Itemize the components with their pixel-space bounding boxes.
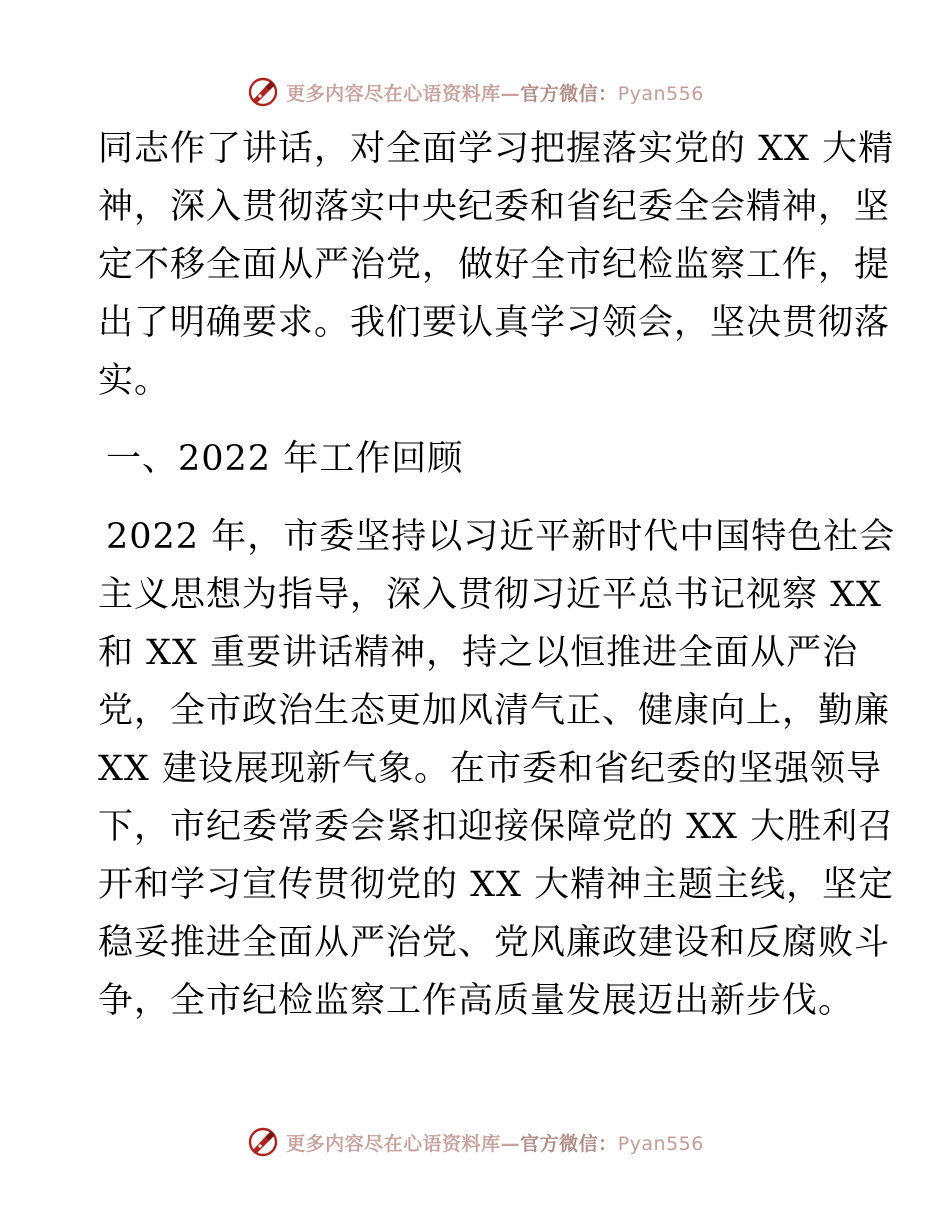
paragraph-line: 争，全市纪检监察工作高质量发展迈出新步伐。 bbox=[98, 981, 855, 1021]
paragraph-line: 下，市纪委常委会紧扣迎接保障党的 XX 大胜利召 bbox=[98, 807, 895, 847]
paragraph-line: 2022 年，市委坚持以习近平新时代中国特色社会 bbox=[106, 517, 896, 557]
paragraph-line: 稳妥推进全面从严治党、党风廉政建设和反腐败斗 bbox=[98, 923, 891, 963]
paragraph-line: 出了明确要求。我们要认真学习领会，坚决贯彻落 bbox=[98, 303, 891, 343]
watermark-text bbox=[286, 1129, 704, 1156]
spacer bbox=[98, 488, 858, 508]
paragraph-line: 神，深入贯彻落实中央纪委和省纪委全会精神，坚 bbox=[98, 187, 891, 227]
watermark-dash: — bbox=[500, 82, 521, 105]
watermark-wechat-id: Pyan556 bbox=[617, 1132, 704, 1155]
paragraph-review bbox=[98, 508, 896, 1030]
paragraph-line: XX 建设展现新气象。在市委和省纪委的坚强领导 bbox=[98, 749, 882, 789]
paragraph-line: 同志作了讲话，对全面学习把握落实党的 XX 大精 bbox=[98, 129, 895, 169]
paragraph-line: 定不移全面从严治党，做好全市纪检监察工作，提 bbox=[98, 245, 891, 285]
paragraph-intro bbox=[98, 120, 895, 410]
paragraph-line: 主义思想为指导，深入贯彻习近平总书记视察 XX bbox=[98, 575, 882, 615]
paragraph-line: 和 XX 重要讲话精神，持之以恒推进全面从严治 bbox=[98, 633, 859, 673]
watermark-header bbox=[0, 72, 950, 112]
watermark-wechat-label: 官方微信： bbox=[520, 82, 618, 105]
pen-nib-circle-icon bbox=[246, 75, 280, 109]
watermark-wechat-id: Pyan556 bbox=[617, 82, 704, 105]
section-heading: 一、2022 年工作回顾 bbox=[106, 439, 464, 479]
paragraph-line: 开和学习宣传贯彻党的 XX 大精神主题主线，坚定 bbox=[98, 865, 895, 905]
watermark-dash: — bbox=[500, 1132, 521, 1155]
pen-nib-circle-icon bbox=[246, 1125, 280, 1159]
watermark-brand: 更多内容尽在心语资料库 bbox=[286, 1132, 501, 1155]
watermark-wechat-label: 官方微信： bbox=[520, 1132, 618, 1155]
paragraph-line: 党，全市政治生态更加风清气正、健康向上，勤廉 bbox=[98, 691, 891, 731]
paragraph-line: 实。 bbox=[98, 361, 171, 401]
document-body bbox=[98, 120, 896, 1030]
watermark-footer bbox=[0, 1122, 950, 1162]
watermark-brand: 更多内容尽在心语资料库 bbox=[286, 82, 501, 105]
watermark-text bbox=[286, 79, 704, 106]
